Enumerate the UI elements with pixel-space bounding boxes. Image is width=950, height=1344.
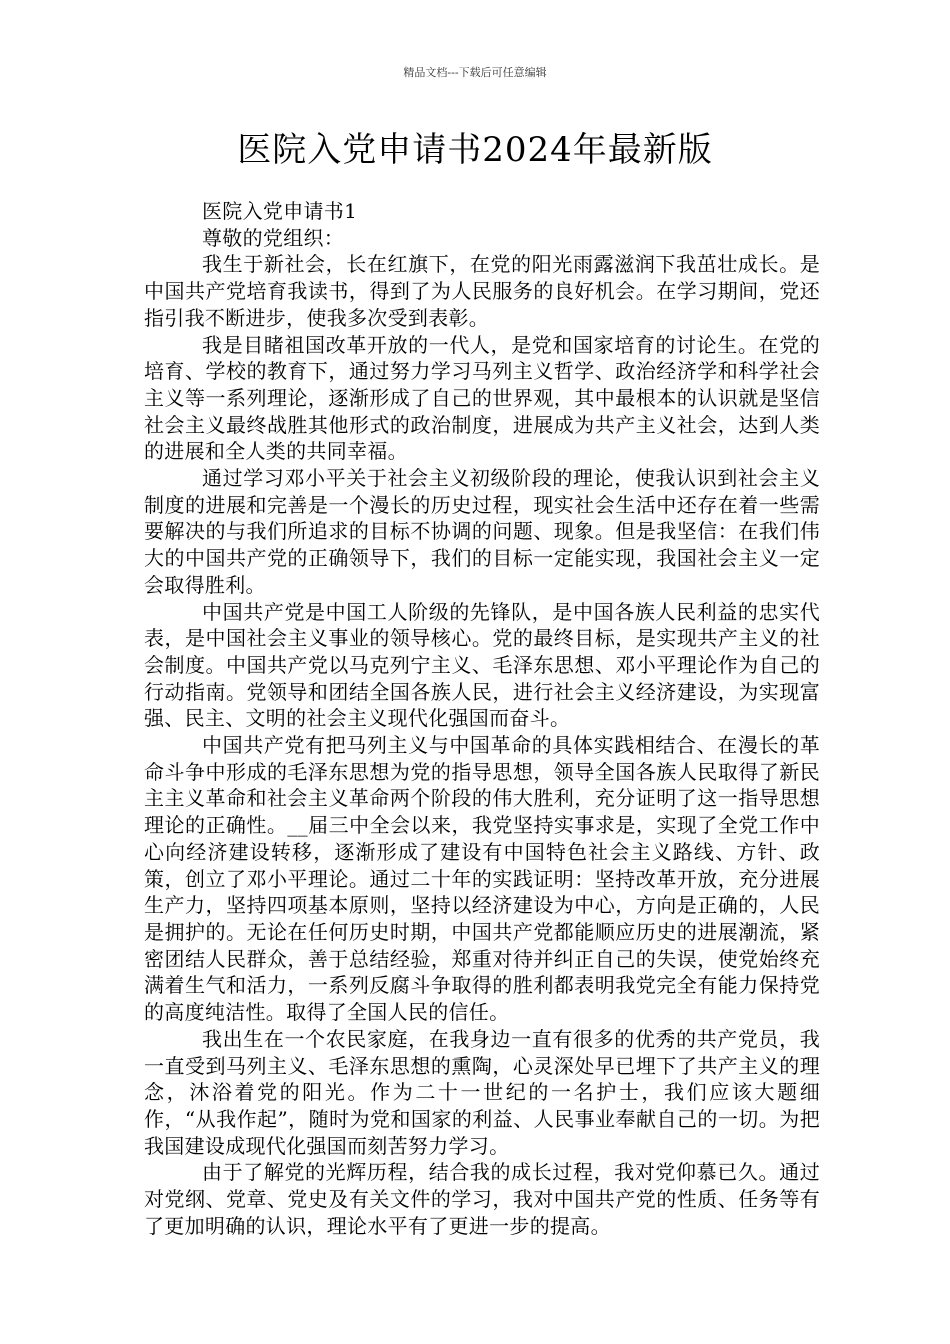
paragraph: 中国共产党有把马列主义与中国革命的具体实践相结合、在漫长的革命斗争中形成的毛泽东思想为党的指导思想，领导全国各族人民取得了新民主主义革命和社会主义革命两个阶段的伟大胜利，充分证明了这一指导思想理论的正确性。__届三中全会以来，我党坚持实事求是，实现了全党工作中心向经济建设转移，逐渐形成了建设有中国特色社会主义路线、方针、政策，创立了邓小平理论。通过二十年的实践证明：坚持改革开放，充分进展生产力，坚持四项基本原则，坚持以经济建设为中心，方向是正确的，人民是拥护的。无论在任何历史时期，中国共产党都能顺应历史的进展潮流，紧密团结人民群众，善于总结经验，郑重对待并纠正自己的失误，使党始终充满着生气和活力，一系列反腐斗争取得的胜利都表明我党完全有能力保持党的高度纯洁性。取得了全国人民的信任。	[144, 733, 820, 1025]
paragraph: 我生于新社会，长在红旗下，在党的阳光雨露滋润下我茁壮成长。是中国共产党培育我读书，得到了为人民服务的良好机会。在学习期间，党还指引我不断进步，使我多次受到表彰。	[144, 252, 820, 330]
header-note: 精品文档---下载后可任意编辑	[403, 66, 547, 79]
salutation: 尊敬的党组织：	[202, 225, 345, 250]
document-title: 医院入党申请书2024年最新版	[237, 130, 713, 170]
section-heading: 医院入党申请书1	[202, 199, 358, 223]
paragraph: 由于了解党的光辉历程，结合我的成长过程，我对党仰慕已久。通过对党纲、党章、党史及有关文件的学习，我对中国共产党的性质、任务等有了更加明确的认识，理论水平有了更进一步的提高。	[144, 1160, 820, 1238]
paragraph: 中国共产党是中国工人阶级的先锋队，是中国各族人民利益的忠实代表，是中国社会主义事业的领导核心。党的最终目标，是实现共产主义的社会制度。中国共产党以马克列宁主义、毛泽东思想、邓小平理论作为自己的行动指南。党领导和团结全国各族人民，进行社会主义经济建设，为实现富强、民主、文明的社会主义现代化强国而奋斗。	[144, 599, 820, 731]
paragraph: 我出生在一个农民家庭，在我身边一直有很多的优秀的共产党员，我一直受到马列主义、毛泽东思想的熏陶，心灵深处早已埋下了共产主义的理念，沐浴着党的阳光。作为二十一世纪的一名护士，我们应该大题细作，“从我作起”，随时为党和国家的利益、人民事业奉献自己的一切。为把我国建设成现代化强国而刻苦努力学习。	[144, 1026, 820, 1158]
paragraph: 我是目睹祖国改革开放的一代人，是党和国家培育的讨论生。在党的培育、学校的教育下，通过努力学习马列主义哲学、政治经济学和科学社会主义等一系列理论，逐渐形成了自己的世界观，其中最根本的认识就是坚信社会主义最终战胜其他形式的政治制度，进展成为共产主义社会，达到人类的进展和全人类的共同幸福。	[144, 332, 820, 464]
paragraph: 通过学习邓小平关于社会主义初级阶段的理论，使我认识到社会主义制度的进展和完善是一个漫长的历史过程，现实社会生活中还存在着一些需要解决的与我们所追求的目标不协调的问题、现象。但是我坚信：在我们伟大的中国共产党的正确领导下，我们的目标一定能实现，我国社会主义一定会取得胜利。	[144, 466, 820, 597]
document-body	[144, 198, 820, 1239]
